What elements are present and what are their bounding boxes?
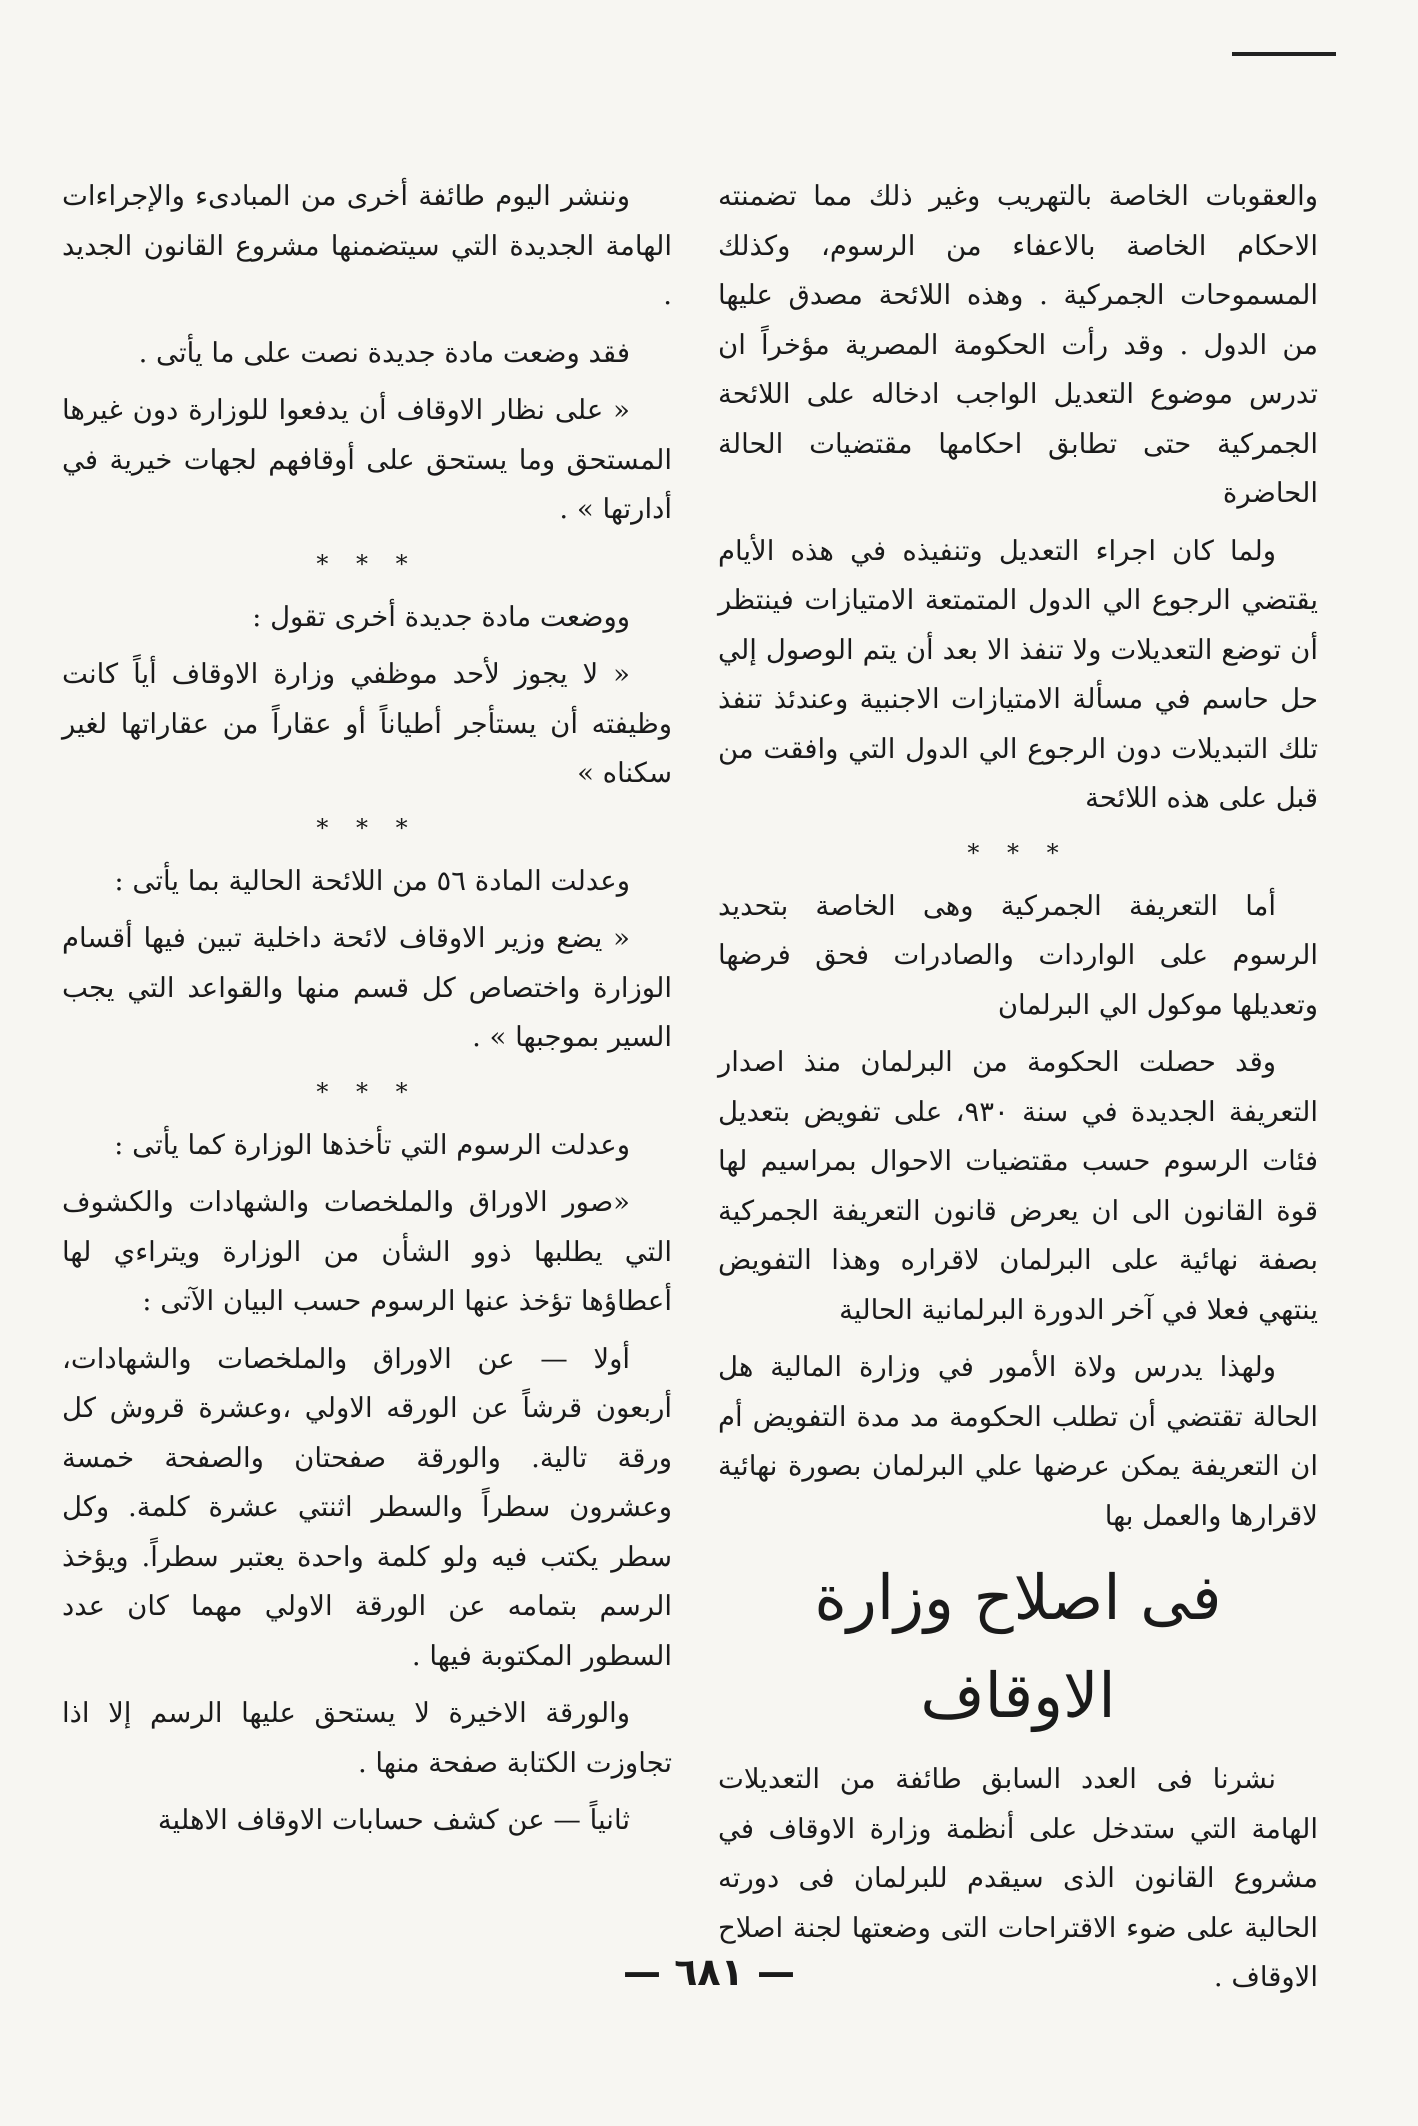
paragraph: ولما كان اجراء التعديل وتنفيذه في هذه الأيام يقتضي الرجوع الي الدول المتمتعة الامتيازات فينتظر أن توضع التعديلات ولا تنفذ الا بعد أن يتم الوصول إلي حل حاسم في مسألة الامتيازات الاجنبية وعندئذ تنفذ تلك التبديلات دون الرجوع الي الدول التي وافقت من قبل على هذه اللائحة [718,534,1318,814]
paragraph: فقد وضعت مادة جديدة نصت على ما يأتى . [138,336,630,369]
top-rule [1232,52,1336,56]
section-heading: فى اصلاح وزارة الاوقاف [814,1561,1222,1732]
paragraph: وعدلت الرسوم التي تأخذها الوزارة كما يأتى : [114,1128,630,1161]
right-column [718,172,1318,2011]
section-separator: * * * [967,838,1069,867]
paragraph: ووضعت مادة جديدة أخرى تقول : [252,600,630,633]
quoted-article: «صور الاوراق والملخصات والشهادات والكشوف التي يطلبها ذوو الشأن من الوزارة ويتراءي لها أعطاؤها تؤخذ عنها الرسوم حسب البيان الآتى : [62,1186,672,1317]
section-separator: * * * [316,1077,418,1106]
section-separator: * * * [316,549,418,578]
paragraph: ثانياً — عن كشف حسابات الاوقاف الاهلية [157,1804,630,1836]
paragraph: أما التعريفة الجمركية وهى الخاصة بتحديد الرسوم على الواردات والصادرات فحق فرضها وتعديلها موكول الي البرلمان [718,889,1318,1021]
paragraph: والورقة الاخيرة لا يستحق عليها الرسم إلا اذا تجاوزت الكتابة صفحة منها . [62,1697,672,1779]
paragraph: ولهذا يدرس ولاة الأمور في وزارة المالية هل الحالة تقتضي أن تطلب الحكومة مد مدة التفويض أم ان التعريفة يمكن عرضها علي البرلمان بصورة نهائية لاقرارها والعمل بها [718,1351,1318,1532]
left-column [62,172,672,1854]
paragraph: والعقوبات الخاصة بالتهريب وغير ذلك مما تضمنته الاحكام الخاصة بالاعفاء من الرسوم، وكذلك المسموحات الجمركية . وهذه اللائحة مصدق عليها من الدول . وقد رأت الحكومة المصرية مؤخراً ان تدرس موضوع التعديل الواجب ادخاله على اللائحة الجمركية حتى تطابق احكامها مقتضيات الحالة الحاضرة [718,180,1318,509]
paragraph: وننشر اليوم طائفة أخرى من المبادىء والإجراءات الهامة الجديدة التي سيتضمنها مشروع القانون الجديد . [62,180,672,311]
quoted-article: « على نظار الاوقاف أن يدفعوا للوزارة دون غيرها المستحق وما يستحق على أوقافهم لجهات خيرية في أدارتها » . [62,394,672,525]
section-separator: * * * [316,813,418,842]
quoted-article: « لا يجوز لأحد موظفي وزارة الاوقاف أياً كانت وظيفته أن يستأجر أطياناً أو عقاراً من عقاراتها لغير سكناه » [62,658,672,789]
page-number: — ٦٨١ — [622,1950,796,1994]
quoted-article: « يضع وزير الاوقاف لائحة داخلية تبين فيها أقسام الوزارة واختصاص كل قسم منها والقواعد التي يجب السير بموجبها » . [62,922,672,1053]
paragraph: وعدلت المادة ٥٦ من اللائحة الحالية بما يأتى : [114,864,630,897]
paragraph: وقد حصلت الحكومة من البرلمان منذ اصدار التعريفة الجديدة في سنة ٩٣٠، على تفويض بتعديل فئات الرسوم حسب مقتضيات الاحوال بمراسيم لها قوة القانون الى ان يعرض قانون التعريفة الجمركية بصفة نهائية على البرلمان لاقراره وهذا التفويض ينتهي فعلا في آخر الدورة البرلمانية الحالية [718,1046,1318,1326]
paragraph: نشرنا فى العدد السابق طائفة من التعديلات الهامة التي ستدخل على أنظمة وزارة الاوقاف في مشروع القانون الذى سيقدم للبرلمان فى دورته الحالية على ضوء الاقتراحات التى وضعتها لجنة اصلاح الاوقاف . [718,1763,1318,1993]
paragraph: أولا — عن الاوراق والملخصات والشهادات، أربعون قرشاً عن الورقه الاولي ،وعشرة قروش كل ورقة تالية. والورقة صفحتان والصفحة خمسة وعشرون سطراً والسطر اثنتي عشرة كلمة. وكل سطر يكتب فيه ولو كلمة واحدة يعتبر سطراً. ويؤخذ الرسم بتمامه عن الورقة الاولي مهما كان عدد السطور المكتوبة فيها . [62,1342,672,1672]
